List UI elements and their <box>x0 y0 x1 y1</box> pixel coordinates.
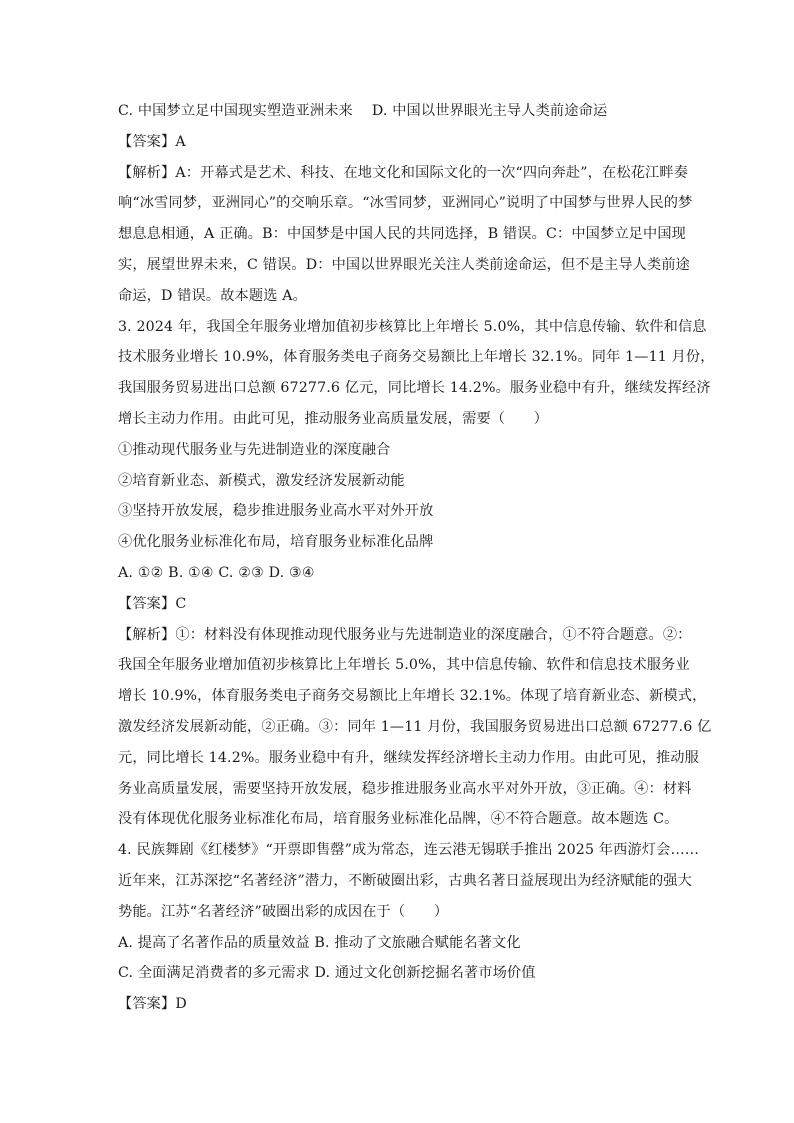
analysis-line-q3-3: 增长 10.9%，体育服务类电子商务交易额比上年增长 32.1%。体现了培育新业态、新模式， <box>118 688 707 705</box>
analysis-line-q3-2: 我国全年服务业增加值初步核算比上年增长 5.0%，其中信息传输、软件和信息技术服务业 <box>118 657 690 674</box>
question-3-line-2: 技术服务业增长 10.9%，体育服务类电子商务交易额比上年增长 32.1%。同年 1—11 月份， <box>118 349 715 366</box>
analysis-line-q3-4: 激发经济发展新动能，②正确。③：同年 1—11 月份，我国服务贸易进出口总额 67277.6 亿 <box>118 718 712 735</box>
analysis-line-q2-1: 【解析】A：开幕式是艺术、科技、在地文化和国际文化的一次“四向奔赴”，在松花江畔奏 <box>118 164 689 181</box>
statement-3: ③坚持开放发展，稳步推进服务业高水平对外开放 <box>118 503 434 520</box>
document-page <box>118 96 715 1020</box>
answer-line-q3: 【答案】C <box>118 595 187 612</box>
analysis-line-q2-5: 命运，D 错误。故本题选 A。 <box>118 287 307 304</box>
analysis-line-q3-5: 元，同比增长 14.2%。服务业稳中有升，继续发挥经济增长主动力作用。由此可见，推动服 <box>118 749 699 766</box>
analysis-line-q3-6: 务业高质量发展，需要坚持开放发展，稳步推进服务业高水平对外开放，③正确。④：材料 <box>118 780 692 797</box>
statement-1: ①推动现代服务业与先进制造业的深度融合 <box>118 441 391 458</box>
question-3-line-4: 增长主动力作用。由此可见，推动服务业高质量发展，需要（ ） <box>118 410 549 427</box>
question-3-line-1: 3. 2024 年，我国全年服务业增加值初步核算比上年增长 5.0%，其中信息传输、软件和信息 <box>118 318 707 335</box>
question-4-line-2: 近年来，江苏深挖“名著经济”潜力，不断破圈出彩，古典名著日益展现出为经济赋能的强大 <box>118 872 692 889</box>
options-q3: A. ①② B. ①④ C. ②③ D. ③④ <box>118 564 315 581</box>
statement-2: ②培育新业态、新模式，激发经济发展新动能 <box>118 472 405 489</box>
options-q4-cd: C. 全面满足消费者的多元需求 D. 通过文化创新挖掘名著市场价值 <box>118 965 536 982</box>
analysis-line-q2-3: 想息息相通，A 正确。B：中国梦是中国人民的共同选择，B 错误。C：中国梦立足中国现 <box>118 226 687 243</box>
question-3-line-3: 我国服务贸易进出口总额 67277.6 亿元，同比增长 14.2%。服务业稳中有升，继续发挥经济 <box>118 380 711 397</box>
analysis-line-q3-1: 【解析】①：材料没有体现推动现代服务业与先进制造业的深度融合，①不符合题意。②： <box>118 626 692 643</box>
analysis-line-q2-2: 响“冰雪同梦，亚洲同心”的交响乐章。“冰雪同梦，亚洲同心”说明了中国梦与世界人民的梦 <box>118 195 693 212</box>
question-4-line-3: 势能。江苏“名著经济”破圈出彩的成因在于（ ） <box>118 903 449 920</box>
statement-4: ④优化服务业标准化布局，培育服务业标准化品牌 <box>118 534 434 551</box>
answer-line-q2: 【答案】A <box>118 133 186 150</box>
answer-line-q4: 【答案】D <box>118 996 187 1013</box>
analysis-line-q2-4: 实，展望世界未来，C 错误。D：中国以世界眼光关注人类前途命运，但不是主导人类前途 <box>118 256 691 273</box>
options-q4-ab: A. 提高了名著作品的质量效益 B. 推动了文旅融合赋能名著文化 <box>118 934 521 951</box>
option-line-cd: C. 中国梦立足中国现实塑造亚洲未来 D. 中国以世界眼光主导人类前途命运 <box>118 103 608 119</box>
question-4-line-1: 4. 民族舞剧《红楼梦》“开票即售罄”成为常态，连云港无锡联手推出 2025 年西游灯会…… <box>118 842 700 859</box>
analysis-line-q3-7: 没有体现优化服务业标准化布局，培育服务业标准化品牌，④不符合题意。故本题选 C。 <box>118 811 679 828</box>
